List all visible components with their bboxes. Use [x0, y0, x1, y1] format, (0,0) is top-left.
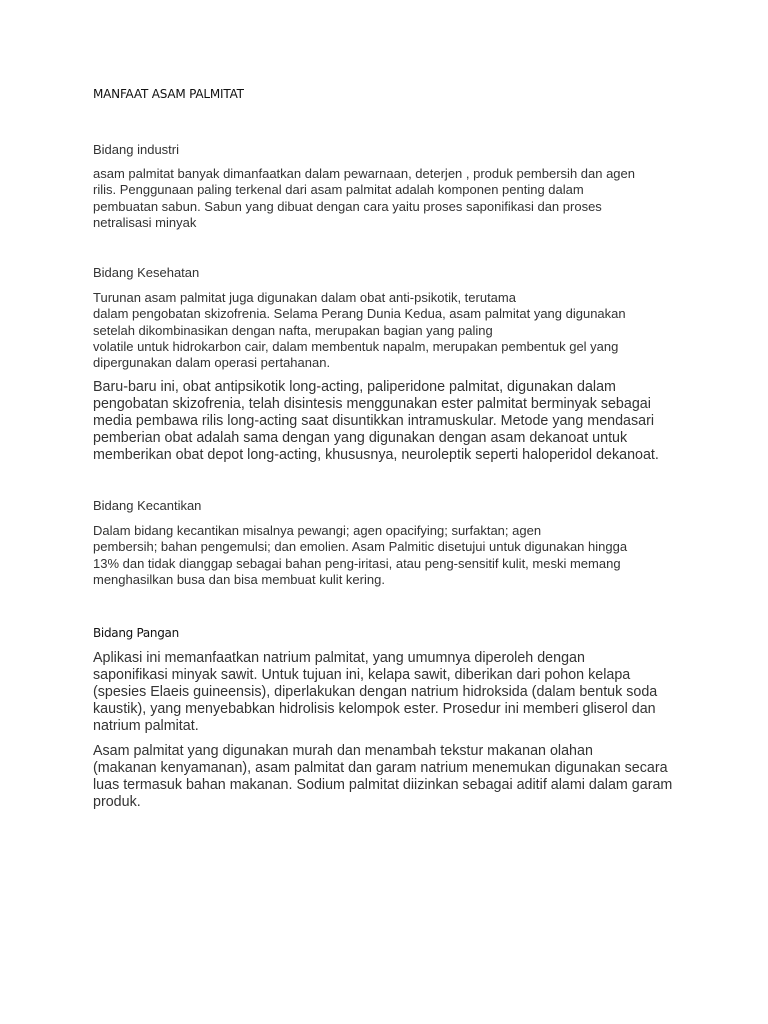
paragraph-kecantikan: Dalam bidang kecantikan misalnya pewangi; agen opacifying; surfaktan; agen pembersih; bahan pengemulsi; dan emolien. Asam Palmitic disetujui untuk digunakan hingga 13% dan tidak dianggap sebagai bahan peng-iritasi, atau peng-sensitif kulit, meski memang menghasilkan busa dan bisa membuat kulit kering.	[93, 523, 628, 587]
paragraph-pangan-1: Aplikasi ini memanfaatkan natrium palmitat, yang umumnya diperoleh dengan saponifikasi minyak sawit. Untuk tujuan ini, kelapa sawit, diberikan dari pohon kelapa (spesies Elaeis guineensis), diperlakukan dengan natrium hidroksida (dalam bentuk soda kaustik), yang menyebabkan hidrolisis kelompok ester. Prosedur ini memberi gliserol dan natrium palmitat.	[93, 650, 658, 734]
paragraph-pangan-2: Asam palmitat yang digunakan murah dan menambah tekstur makanan olahan (makanan kenyamanan), asam palmitat dan garam natrium menemukan digunakan secara luas termasuk bahan makanan. Sodium palmitat diizinkan sebagai aditif alami dalam garam produk.	[93, 743, 673, 810]
section-heading-kecantikan: Bidang Kecantikan	[93, 498, 202, 513]
paragraph-kesehatan-1: Turunan asam palmitat juga digunakan dalam obat anti-psikotik, terutama dalam pengobatan skizofrenia. Selama Perang Dunia Kedua, asam palmitat yang digunakan setelah dikombinasikan dengan nafta, merupakan bagian yang paling volatile untuk hidrokarbon cair, dalam membentuk napalm, merupakan pembentuk gel yang dipergunakan dalam operasi pertahanan.	[93, 290, 626, 371]
section-heading-pangan: Bidang Pangan	[93, 626, 179, 640]
paragraph-industri: asam palmitat banyak dimanfaatkan dalam pewarnaan, deterjen , produk pembersih dan agen rilis. Penggunaan paling terkenal dari asam palmitat adalah komponen penting dalam pembuatan sabun. Sabun yang dibuat dengan cara yaitu proses saponifikasi dan proses netralisasi minyak	[93, 166, 636, 230]
section-heading-industri: Bidang industri	[93, 142, 179, 157]
document-title: MANFAAT ASAM PALMITAT	[93, 87, 244, 101]
paragraph-kesehatan-2: Baru-baru ini, obat antipsikotik long-acting, paliperidone palmitat, digunakan dalam pengobatan skizofrenia, telah disintesis menggunakan ester palmitat berminyak sebagai media pembawa rilis long-acting saat disuntikkan intramuskular. Metode yang mendasari pemberian obat adalah sama dengan yang digunakan dengan asam dekanoat untuk memberikan obat depot long-acting, khususnya, neuroleptik seperti haloperidol dekanoat.	[93, 379, 659, 463]
section-heading-kesehatan: Bidang Kesehatan	[93, 265, 200, 280]
